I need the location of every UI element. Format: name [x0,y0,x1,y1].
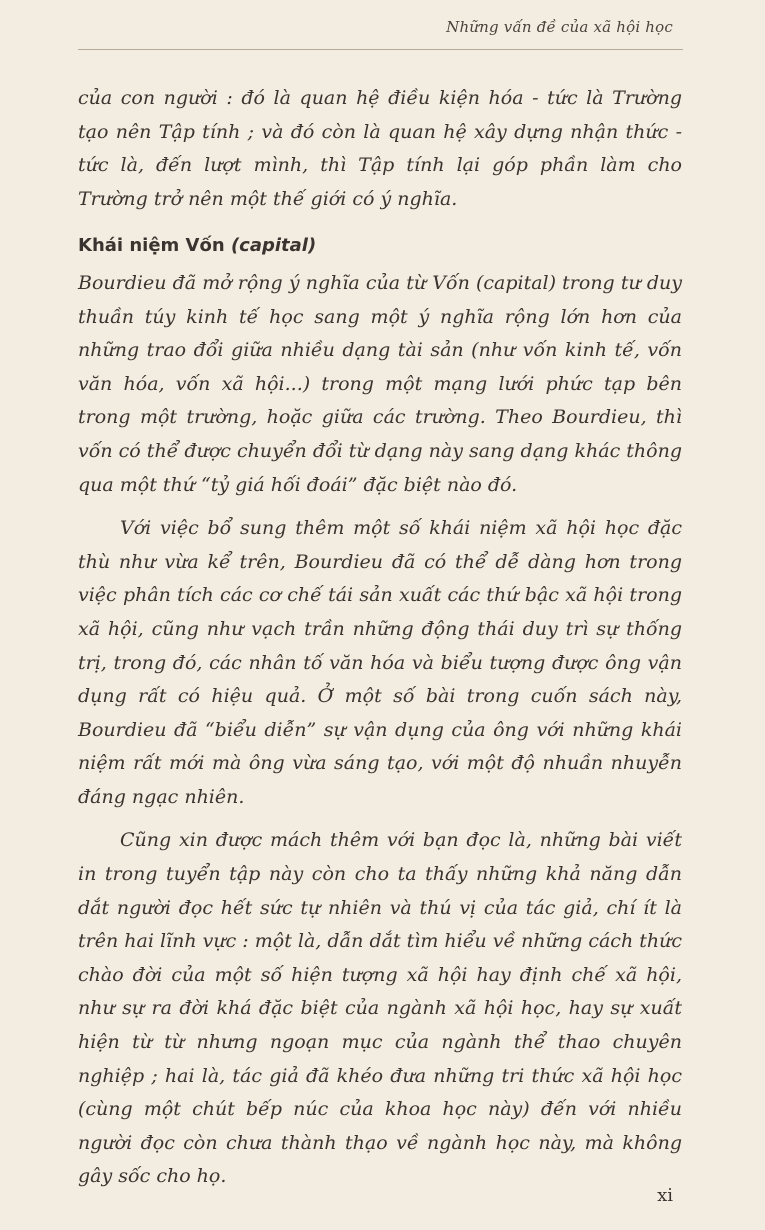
para3-part3: trong đó, [113,651,203,674]
running-header: Những vấn đề của xã hội học [446,18,673,36]
header-rule [78,49,683,50]
heading-main: Khái niệm Vốn [78,235,231,257]
paragraph-continuation [78,82,682,216]
para1-part3: ; và đó còn là quan hệ xây dựng nhận thức - [240,120,682,143]
section-heading [78,229,682,263]
para1-part4: tức là, đến lượt mình, thì Tập tính lại góp phần làm cho Trường trở nên một thế giới có ý nghĩa. [78,154,682,210]
body-text [78,82,682,1194]
paragraph-capital: Bourdieu đã mở rộng ý nghĩa của từ Vốn (capital) trong tư duy thuần túy kinh tế học sang một ý nghĩa rộng lớn hơn của những trao đổi giữa nhiều dạng tài sản (như vốn kinh tế, vốn văn hóa, vốn xã hội...) trong một mạng lưới phức tạp bên trong một trường, hoặc giữa các trường. Theo Bourdieu, thì vốn có thể được chuyển đổi từ dạng này sang dạng khác thông qua một thứ “tỷ giá hối đoái” đặc biệt nào đó. [78,271,682,496]
heading-italic: (capital) [230,235,317,257]
para3-part4: các nhân tố văn hóa và biểu tượng [202,651,552,674]
para3-part6: ông vận dụng rất có hiệu quả. Ở một số bài trong cuốn sách này, Bourdieu đã “biểu diễn” sự vận dụng của ông với những khái niệm rất mới mà ông vừa sáng tạo, với một độ nhuần nhuyễn đáng ngạc nhiên. [78,651,682,808]
para3-part2: các cơ chế tái sản xuất các thứ bậc xã hội trong xã hội, cũng như vạch trần những động thái duy trì sự thống trị, [78,584,682,674]
paragraph-reader-note: Cũng xin được mách thêm với bạn đọc là, những bài viết in trong tuyển tập này còn cho ta thấy những khả năng dẫn dắt người đọc hết sức tự nhiên và thú vị của tác giả, chí ít là trên hai lĩnh vực : một là, dẫn dắt tìm hiểu về những cách thức chào đời của một số hiện tượng xã hội hay định chế xã hội, như sự ra đời khá đặc biệt của ngành xã hội học, hay sự xuất hiện từ từ nhưng ngoạn mục của ngành thể thao chuyên nghiệp ; hai là, tác giả đã khéo đưa những tri thức xã hội học (cùng một chút bếp núc của khoa học này) đến với nhiều người đọc còn chưa thành thạo về ngành học này, mà không gây sốc cho họ. [78,829,682,1188]
para1-part2: tức là Trường tạo nên Tập tính [78,87,682,143]
page-number: xi [657,1185,673,1206]
para3-part1: Với việc bổ sung thêm một số khái niệm xã hội học đặc thù như vừa kể trên, Bourdieu đã có thể dễ dàng hơn trong việc phân tích [78,517,682,607]
para1-part1: của con người : đó là quan hệ điều kiện hóa - [78,87,548,109]
para3-part5: được [551,651,599,674]
paragraph-concepts [78,512,682,814]
